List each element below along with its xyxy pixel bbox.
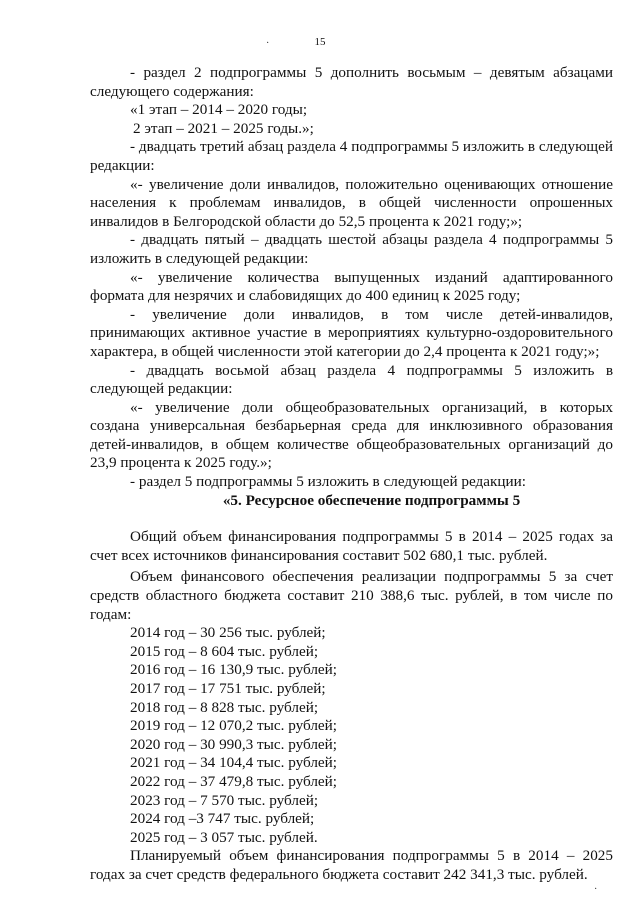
paragraph: «- увеличение количества выпущенных изданий адаптированного формата для незрячих и слабовидящих до 400 единиц к 2025 году; — [90, 268, 613, 305]
year-item: 2018 год – 8 828 тыс. рублей; — [130, 698, 319, 716]
section-heading: «5. Ресурсное обеспечение подпрограммы 5 — [222, 491, 521, 509]
scan-speck: · — [266, 38, 270, 49]
year-item: 2016 год – 16 130,9 тыс. рублей; — [130, 661, 338, 679]
year-item: 2014 год – 30 256 тыс. рублей; — [130, 624, 326, 642]
paragraph: «- увеличение доли инвалидов, положительно оценивающих отношение населения к проблемам инвалидов, в общей численности опрошенных инвалидов в Белгородской области до 52,5 процента к 2021 году;»; — [90, 175, 613, 230]
paragraph: «- увеличение доли общеобразовательных организаций, в которых создана универсальная безбарьерная среда для инклюзивного образования детей-инвалидов, в общем количестве общеобразовательных организаций до 23,9 процента к 2025 году.»; — [90, 398, 613, 472]
funding-by-year-list — [90, 624, 613, 847]
paragraph: - двадцать пятый – двадцать шестой абзацы раздела 4 подпрограммы 5 изложить в следующей редакции: — [90, 231, 613, 267]
year-item: 2024 год –3 747 тыс. рублей; — [130, 810, 315, 828]
year-item: 2022 год – 37 479,8 тыс. рублей; — [130, 772, 338, 790]
year-item: 2025 год – 3 057 тыс. рублей. — [130, 828, 318, 846]
page-number: 15 — [314, 36, 326, 48]
paragraph: - двадцать третий абзац раздела 4 подпрограммы 5 изложить в следующей редакции: — [90, 138, 613, 174]
year-item: 2021 год – 34 104,4 тыс. рублей; — [130, 754, 338, 772]
paragraph: - раздел 2 подпрограммы 5 дополнить восьмым – девятым абзацами следующего содержания: — [90, 64, 613, 100]
year-item: 2017 год – 17 751 тыс. рублей; — [130, 680, 326, 697]
year-item: 2020 год – 30 990,3 тыс. рублей; — [130, 735, 338, 753]
year-item: 2015 год – 8 604 тыс. рублей; — [130, 642, 319, 660]
paragraph: Планируемый объем финансирования подпрограммы 5 в 2014 – 2025 годах за счет средств федерального бюджета составит 242 341,3 тыс. рублей. — [90, 847, 613, 883]
paragraph: Общий объем финансирования подпрограммы 5 в 2014 – 2025 годах за счет всех источников финансирования составит 502 680,1 тыс. рублей. — [90, 528, 613, 564]
scan-speck: · — [594, 884, 598, 895]
paragraph: 2 этап – 2021 – 2025 годы.»; — [133, 119, 314, 137]
paragraph: - раздел 5 подпрограммы 5 изложить в следующей редакции: — [130, 473, 526, 491]
paragraph: Объем финансового обеспечения реализации подпрограммы 5 за счет средств областного бюджета составит 210 388,6 тыс. рублей, в том числе по годам: — [90, 568, 613, 623]
year-item: 2019 год – 12 070,2 тыс. рублей; — [130, 717, 338, 735]
year-item: 2023 год – 7 570 тыс. рублей; — [130, 791, 319, 809]
document-body — [90, 64, 613, 885]
spacer — [90, 510, 613, 528]
paragraph: «1 этап – 2014 – 2020 годы; — [130, 101, 308, 119]
paragraph: - двадцать восьмой абзац раздела 4 подпрограммы 5 изложить в следующей редакции: — [90, 361, 613, 398]
paragraph: - увеличение доли инвалидов, в том числе детей-инвалидов, принимающих активное участие в мероприятиях культурно-оздоровительного характера, в общей численности этой категории до 2,4 процента к 2021 году;»; — [90, 305, 613, 360]
